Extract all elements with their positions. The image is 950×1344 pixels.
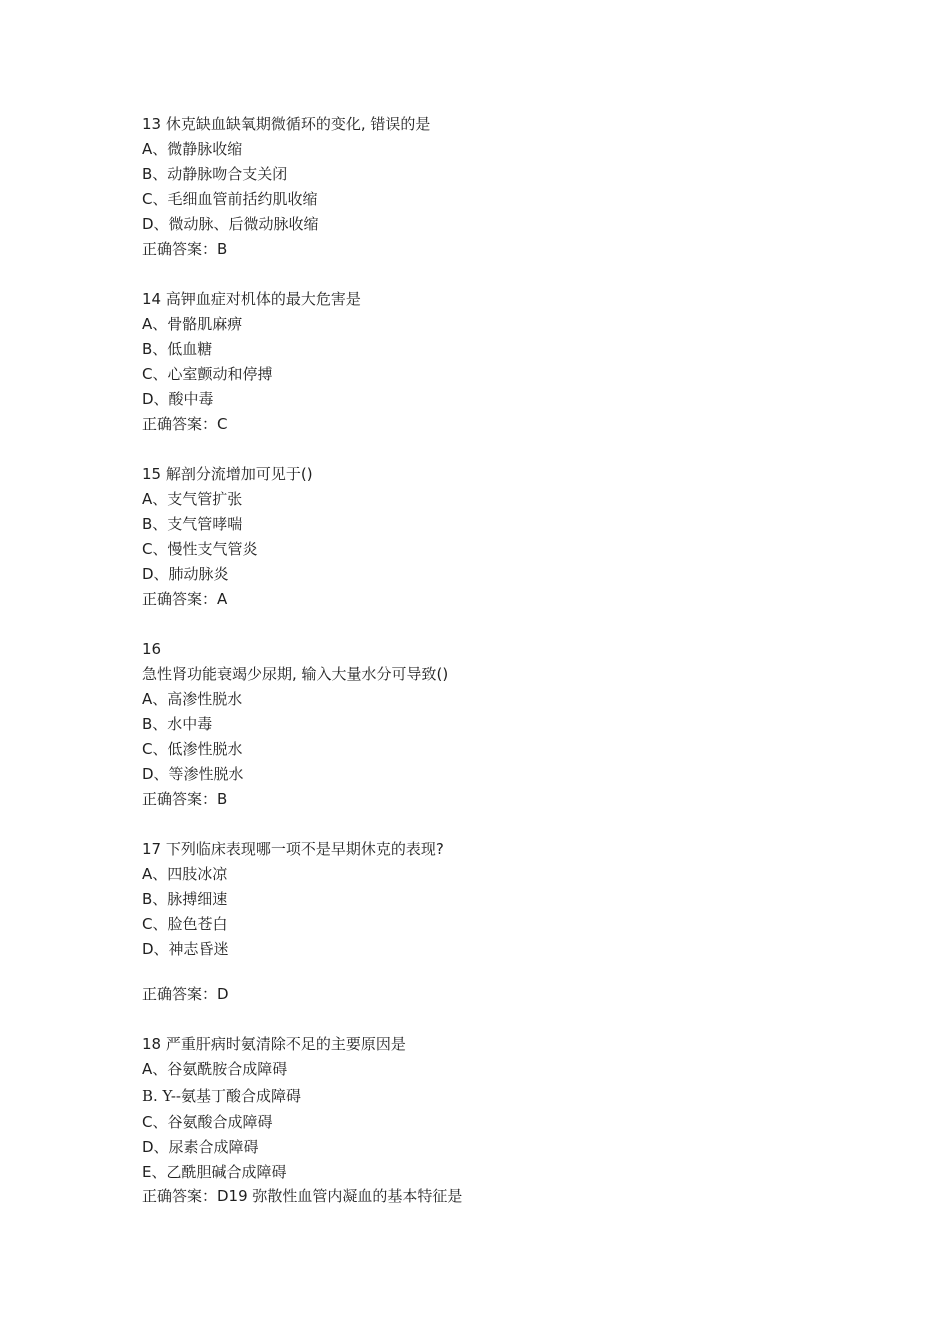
question-17-option-c: C、脸色苍白 — [142, 915, 228, 933]
question-14-answer: 正确答案：C — [142, 415, 228, 433]
question-17-option-d: D、神志昏迷 — [142, 940, 229, 958]
question-17-title: 17 下列临床表现哪一项不是早期休克的表现? — [142, 840, 444, 858]
question-14-option-c: C、心室颤动和停搏 — [142, 365, 273, 383]
question-16-option-c: C、低渗性脱水 — [142, 740, 243, 758]
question-13-option-a: A、微静脉收缩 — [142, 140, 243, 158]
question-16-option-a: A、高渗性脱水 — [142, 690, 243, 708]
question-15-option-c: C、慢性支气管炎 — [142, 540, 258, 558]
question-18-answer: 正确答案：D19 弥散性血管内凝血的基本特征是 — [142, 1187, 463, 1205]
question-16-title: 急性肾功能衰竭少尿期, 输入大量水分可导致() — [142, 665, 449, 683]
question-18-option-a: A、谷氨酰胺合成障碍 — [142, 1060, 288, 1078]
question-13-option-c: C、毛细血管前括约肌收缩 — [142, 190, 318, 208]
question-15-option-b: B、支气管哮喘 — [142, 515, 243, 533]
document-page — [142, 112, 902, 1207]
question-16-answer: 正确答案：B — [142, 790, 228, 808]
question-16-option-b: B、水中毒 — [142, 715, 213, 733]
question-13-option-b: B、动静脉吻合支关闭 — [142, 165, 288, 183]
question-18-title: 18 严重肝病时氨清除不足的主要原因是 — [142, 1035, 406, 1053]
question-14-option-b: B、低血糖 — [142, 340, 213, 358]
question-17-answer: 正确答案：D — [142, 985, 229, 1003]
question-18-option-c: C、谷氨酸合成障碍 — [142, 1113, 273, 1131]
question-15-option-d: D、肺动脉炎 — [142, 565, 229, 583]
question-18-option-e: E、乙酰胆碱合成障碍 — [142, 1163, 287, 1181]
question-14-title: 14 高钾血症对机体的最大危害是 — [142, 290, 361, 308]
question-16-option-d: D、等渗性脱水 — [142, 765, 244, 783]
question-15-option-a: A、支气管扩张 — [142, 490, 243, 508]
question-18-option-d: D、尿素合成障碍 — [142, 1138, 259, 1156]
question-16-number: 16 — [142, 640, 162, 658]
question-13-title: 13 休克缺血缺氧期微循环的变化, 错误的是 — [142, 115, 431, 133]
question-14-option-a: A、骨骼肌麻痹 — [142, 315, 243, 333]
question-18-option-b: B. Y--氨基丁酸合成障碍 — [142, 1087, 301, 1105]
question-17-option-a: A、四肢冰凉 — [142, 865, 228, 883]
question-17-option-b: B、脉搏细速 — [142, 890, 228, 908]
question-13-option-d: D、微动脉、后微动脉收缩 — [142, 215, 319, 233]
question-15-answer: 正确答案：A — [142, 590, 228, 608]
question-14-option-d: D、酸中毒 — [142, 390, 214, 408]
question-13-answer: 正确答案：B — [142, 240, 228, 258]
question-15-title: 15 解剖分流增加可见于() — [142, 465, 313, 483]
